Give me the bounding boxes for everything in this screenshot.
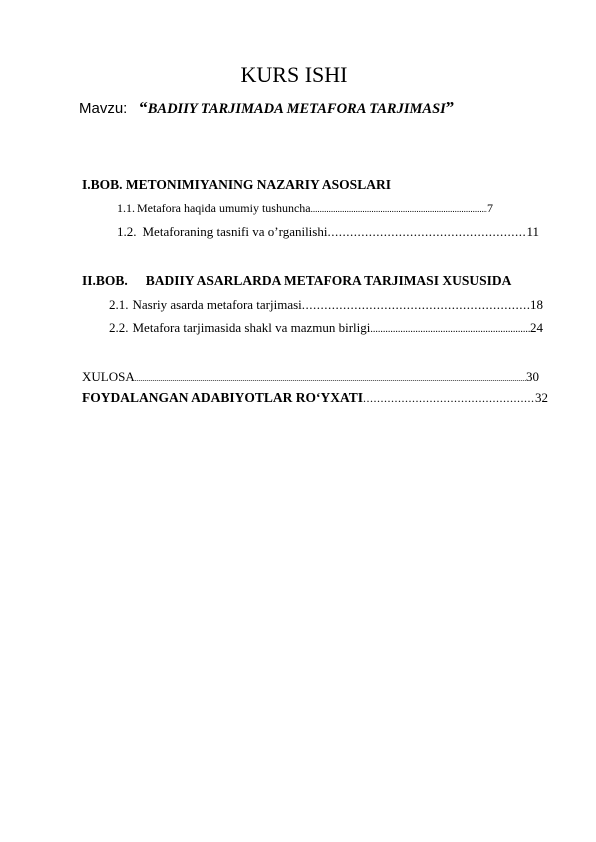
chapter-1-heading bbox=[82, 177, 391, 193]
open-quote: “ bbox=[139, 98, 148, 117]
toc-entry-text: Metaforaning tasnifi va o’rganilishi bbox=[142, 224, 328, 239]
chapter-2-number: II. bbox=[82, 273, 96, 288]
dot-leader bbox=[363, 391, 535, 406]
dot-leader bbox=[327, 224, 526, 240]
toc-entry-1-1[interactable] bbox=[117, 201, 493, 216]
dot-leader bbox=[302, 297, 530, 313]
dot-leader bbox=[311, 204, 487, 214]
chapter-1-number: I. bbox=[82, 177, 91, 192]
toc-entry-number: 1.1. bbox=[117, 201, 135, 215]
chapter-2-title: BADIIY ASARLARDA METAFORA TARJIMASI XUSUSIDA bbox=[145, 273, 512, 288]
toc-entry-number: 1.2. bbox=[117, 224, 137, 239]
toc-entry-page: 11 bbox=[526, 224, 539, 239]
subject-topic: BADIIY TARJIMADA METAFORA TARJIMASI bbox=[147, 101, 446, 117]
toc-entry-text: Metafora tarjimasida shakl va mazmun birligi bbox=[132, 320, 371, 335]
toc-entry-text: XULOSA bbox=[82, 369, 135, 384]
toc-entry-number: 2.2. bbox=[109, 320, 129, 335]
toc-entry-text: Metafora haqida umumiy tushuncha bbox=[137, 201, 311, 215]
toc-entry-page: 24 bbox=[530, 320, 543, 335]
toc-entry-number: 2.1. bbox=[109, 297, 129, 312]
toc-entry-text: FOYDALANGAN ADABIYOTLAR RO‘YXATI bbox=[82, 390, 364, 405]
chapter-2-label: BOB. bbox=[95, 273, 128, 288]
toc-entry-2-2[interactable] bbox=[109, 320, 543, 336]
chapter-2-heading bbox=[82, 273, 511, 289]
subject-label: Mavzu: bbox=[79, 100, 128, 117]
chapter-1-title: BOB. METONIMIYANING NAZARIY ASOSLARI bbox=[90, 177, 391, 192]
toc-entry-page: 32 bbox=[535, 390, 548, 405]
toc-entry-text: Nasriy asarda metafora tarjimasi bbox=[132, 297, 302, 312]
toc-entry-page: 30 bbox=[526, 369, 539, 384]
dot-leader bbox=[135, 374, 526, 383]
toc-entry-page: 7 bbox=[487, 201, 493, 215]
toc-entry-references[interactable] bbox=[82, 390, 548, 406]
toc-entry-1-2[interactable] bbox=[117, 224, 539, 240]
subject-line bbox=[79, 98, 454, 118]
toc-entry-conclusion[interactable] bbox=[82, 369, 539, 385]
close-quote: ” bbox=[445, 98, 455, 117]
toc-entry-2-1[interactable] bbox=[109, 297, 543, 313]
toc-entry-page: 18 bbox=[530, 297, 543, 312]
dot-leader bbox=[370, 324, 530, 335]
document-title: KURS ISHI bbox=[240, 62, 348, 87]
